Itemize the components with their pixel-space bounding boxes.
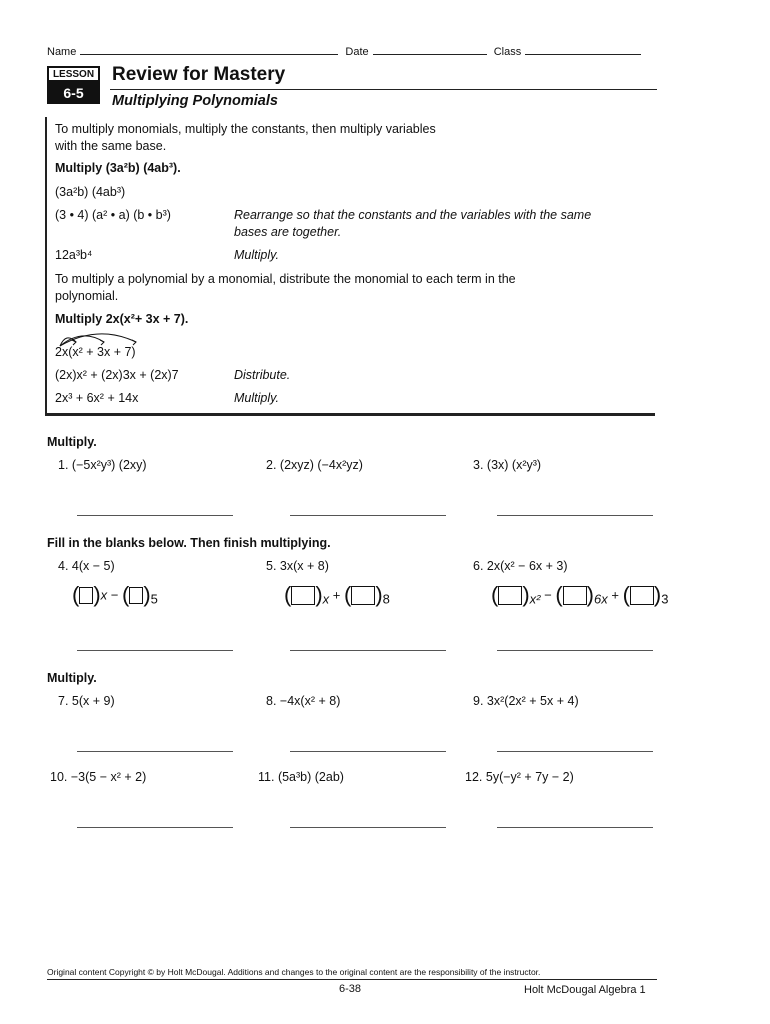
fill-term: 6x [594, 591, 608, 607]
example2-title: Multiply 2x(x²+ 3x + 7). [55, 312, 189, 326]
class-label: Class [493, 46, 522, 58]
problem-12 [465, 770, 574, 784]
section3-heading: Multiply. [47, 671, 97, 685]
fill-term: x² [529, 591, 541, 607]
answer-line-5[interactable] [290, 650, 446, 651]
problem-3 [473, 458, 541, 472]
fill-blank-box[interactable] [79, 587, 93, 604]
problem-2 [266, 458, 363, 472]
example1-step2: (3 • 4) (a² • a) (b • b³) [55, 208, 171, 222]
example1-title: Multiply (3a²b) (4ab³). [55, 161, 181, 175]
problem-expression: 2x(x² − 6x + 3) [486, 559, 568, 573]
fill-row-4: ( )x − ( )5 [72, 582, 158, 607]
page-title: Review for Mastery [112, 64, 286, 85]
date-label: Date [345, 46, 369, 58]
name-blank[interactable] [80, 43, 338, 55]
problem-number: 11. [258, 770, 275, 784]
problem-expression: 4(x − 5) [71, 559, 115, 573]
fill-term: 5 [150, 591, 158, 607]
lesson-label: LESSON [47, 66, 100, 82]
answer-line-4[interactable] [77, 650, 233, 651]
example1-note3: Multiply. [234, 248, 279, 262]
problem-8 [266, 694, 340, 708]
intro1-line1: To multiply monomials, multiply the constants, then multiply variables [55, 122, 436, 136]
section2-heading: Fill in the blanks below. Then finish multiplying. [47, 536, 331, 550]
problem-1 [58, 458, 147, 472]
problem-expression: (−5x²y³) (2xy) [71, 458, 147, 472]
example1-note2-line1: Rearrange so that the constants and the variables with the same [234, 208, 592, 222]
answer-line-7[interactable] [77, 751, 233, 752]
example1-step1: (3a²b) (4ab³) [55, 185, 126, 199]
problem-6 [473, 559, 568, 573]
class-blank[interactable] [525, 43, 641, 55]
problem-expression: (5a³b) (2ab) [277, 770, 344, 784]
fill-row-6: ( )x² − ( )6x + ( )3 [491, 582, 669, 607]
fill-blank-box[interactable] [291, 586, 315, 605]
fill-row-5: ( )x + ( )8 [284, 582, 390, 607]
problem-number: 10. [50, 770, 68, 784]
problem-11 [258, 770, 344, 784]
problem-10 [50, 770, 146, 784]
answer-line-12[interactable] [497, 827, 653, 828]
fill-operator: − [110, 587, 119, 603]
review-left-border [45, 117, 47, 415]
fill-blank-box[interactable] [351, 586, 375, 605]
problem-number: 9. [473, 694, 484, 708]
answer-line-10[interactable] [77, 827, 233, 828]
fill-operator: + [611, 587, 619, 603]
fill-operator: − [544, 587, 552, 603]
book-title: Holt McDougal Algebra 1 [524, 984, 646, 996]
problem-expression: −3(5 − x² + 2) [70, 770, 147, 784]
problem-number: 6. [473, 559, 484, 573]
problem-expression: 3x(x + 8) [279, 559, 329, 573]
page-number: 6-38 [339, 983, 362, 995]
fill-blank-box[interactable] [498, 586, 522, 605]
problem-number: 3. [473, 458, 484, 472]
problem-number: 12. [465, 770, 483, 784]
problem-expression: (3x) (x²y³) [486, 458, 542, 472]
problem-4 [58, 559, 115, 573]
intro2-line2: polynomial. [55, 289, 119, 303]
fill-operator: + [332, 587, 341, 603]
example1-step3: 12a³b⁴ [55, 248, 93, 262]
name-label: Name [47, 46, 77, 58]
answer-line-2[interactable] [290, 515, 446, 516]
example2-step2: (2x)x² + (2x)3x + (2x)7 [55, 368, 179, 382]
section1-heading: Multiply. [47, 435, 97, 449]
problem-7 [58, 694, 115, 708]
answer-line-3[interactable] [497, 515, 653, 516]
answer-line-9[interactable] [497, 751, 653, 752]
problem-number: 8. [266, 694, 277, 708]
problem-number: 5. [266, 559, 277, 573]
problem-9 [473, 694, 579, 708]
fill-blank-box[interactable] [630, 586, 654, 605]
fill-term: x [100, 587, 108, 603]
fill-blank-box[interactable] [563, 586, 587, 605]
example1-note2-line2: bases are together. [234, 225, 342, 239]
problem-expression: 3x²(2x² + 5x + 4) [486, 694, 579, 708]
problem-number: 7. [58, 694, 69, 708]
example2-step3: 2x³ + 6x² + 14x [55, 391, 139, 405]
lesson-badge [47, 66, 100, 104]
problem-number: 1. [58, 458, 69, 472]
problem-5 [266, 559, 329, 573]
page-subtitle: Multiplying Polynomials [112, 93, 278, 109]
lesson-number: 6-5 [47, 82, 100, 104]
example2-step1: 2x(x² + 3x + 7) [55, 345, 136, 359]
footer-rule [47, 979, 657, 980]
example2-note3: Multiply. [234, 391, 279, 405]
answer-line-11[interactable] [290, 827, 446, 828]
problem-number: 4. [58, 559, 69, 573]
problem-number: 2. [266, 458, 277, 472]
problem-expression: 5y(−y² + 7y − 2) [485, 770, 574, 784]
answer-line-8[interactable] [290, 751, 446, 752]
name-line [47, 43, 641, 58]
fill-blank-box[interactable] [129, 587, 143, 604]
answer-line-6[interactable] [497, 650, 653, 651]
fill-term: 3 [661, 591, 669, 607]
date-blank[interactable] [373, 43, 487, 55]
fill-term: x [322, 591, 330, 607]
review-bottom-border [45, 413, 655, 416]
problem-expression: 5(x + 9) [71, 694, 115, 708]
intro1-line2: with the same base. [55, 139, 167, 153]
example2-note2: Distribute. [234, 368, 291, 382]
problem-expression: −4x(x² + 8) [279, 694, 341, 708]
problem-expression: (2xyz) (−4x²yz) [279, 458, 363, 472]
copyright-notice: Original content Copyright © by Holt McDougal. Additions and changes to the original content are the responsibility of the instructor. [47, 967, 541, 977]
title-rule [110, 89, 657, 90]
fill-term: 8 [382, 591, 390, 607]
answer-line-1[interactable] [77, 515, 233, 516]
intro2-line1: To multiply a polynomial by a monomial, distribute the monomial to each term in the [55, 272, 516, 286]
